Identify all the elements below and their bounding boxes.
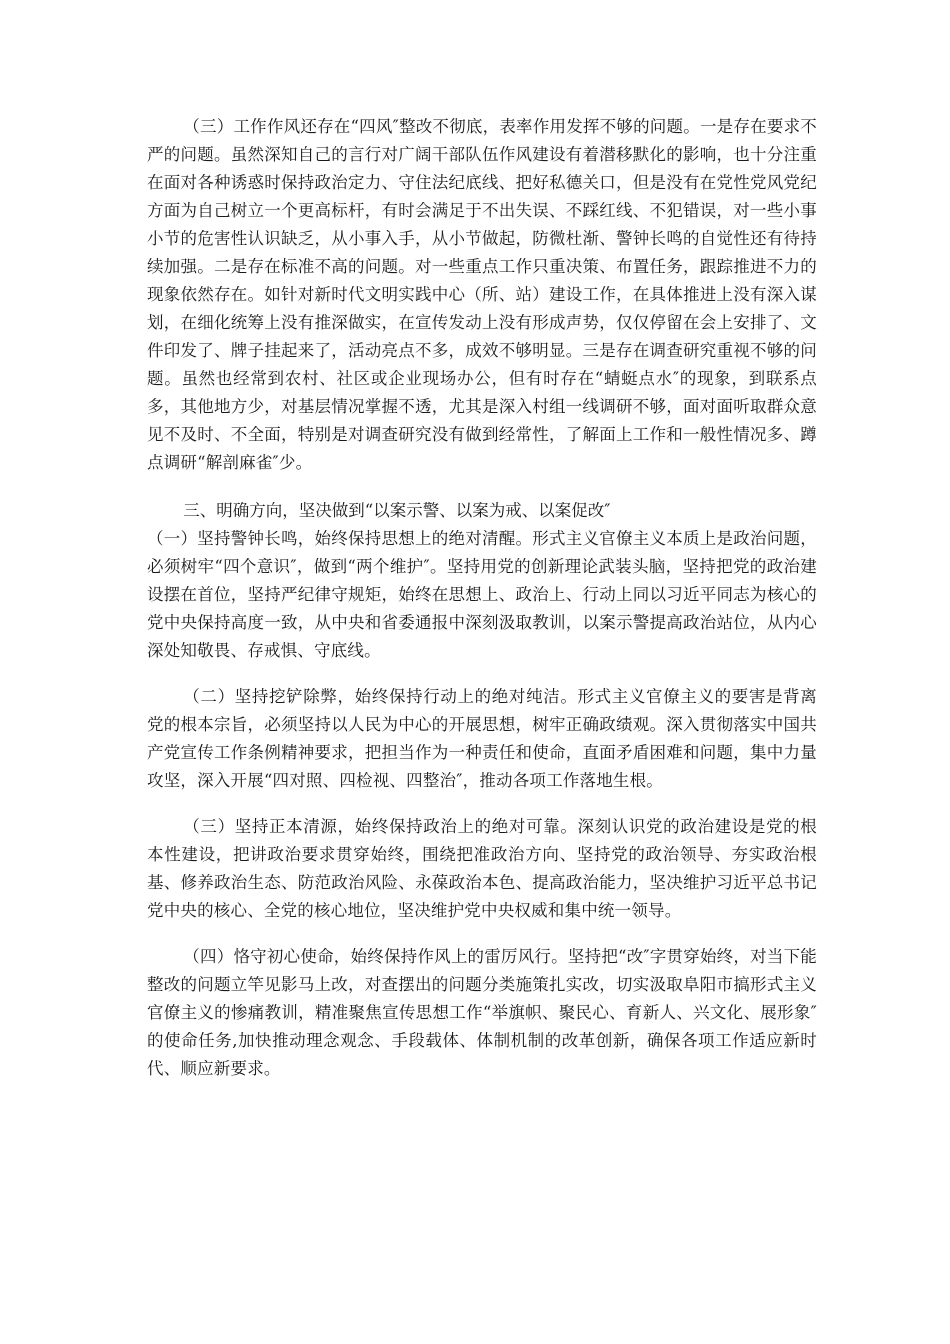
paragraph-work-style-problems: （三）工作作风还存在“四风″整改不彻底，表率作用发挥不够的问题。一是存在要求不严的问题。虽然深知自己的言行对广阔干部队伍作风建设有着潜移默化的影响，也十分注重在面对各种诱惑时保持政治定力、守住法纪底线、把好私德关口，但是没有在党性党风党纪方面为自己树立一个更高标杆，有时会满足于不出失误、不踩红线、不犯错误，对一些小事小节的危害性认识缺乏，从小事入手，从小节做起，防微杜渐、警钟长鸣的自觉性还有待持续加强。二是存在标准不高的问题。对一些重点工作只重决策、布置任务，跟踪推进不力的现象依然存在。如针对新时代文明实践中心（所、站）建设工作，在具体推进上没有深入谋划，在细化统筹上没有推深做实，在宣传发动上没有形成声势，仅仅停留在会上安排了、文件印发了、牌子挂起来了，活动亮点不多，成效不够明显。三是存在调查研究重视不够的问题。虽然也经常到农村、社区或企业现场办公，但有时存在“蜻蜓点水″的现象，到联系点多，其他地方少，对基层情况掌握不透，尤其是深入村组一线调研不够，面对面听取群众意见不及时、不全面，特别是对调查研究没有做到经常性，了解面上工作和一般性情况多、蹲点调研“解剖麻雀″少。 (147, 117, 817, 472)
paragraph-item-4: （四）恪守初心使命，始终保持作风上的雷厉风行。坚持把“改″字贯穿始终，对当下能整改的问题立竿见影马上改，对查摆出的问题分类施策扎实改，切实汲取阜阳市搞形式主义官僚主义的惨痛教训，精准聚焦宣传思想工作“举旗帜、聚民心、育新人、兴文化、展形象″的使命任务,加快推动理念观念、手段载体、体制机制的改革创新，确保各项工作适应新时代、顺应新要求。 (147, 947, 817, 1078)
document-page (147, 113, 817, 1083)
section-3-heading: 三、明确方向，坚决做到“以案示警、以案为戒、以案促改″ (183, 501, 611, 520)
paragraph-item-2: （二）坚持挖铲除弊，始终保持行动上的绝对纯洁。形式主义官僚主义的要害是背离党的根本宗旨，必须坚持以人民为中心的开展思想，树牢正确政绩观。深入贯彻落实中国共产党宣传工作条例精神要求，把担当作为一种责任和使命，直面矛盾困难和问题，集中力量攻坚，深入开展“四对照、四检视、四整治″，推动各项工作落地生根。 (147, 687, 817, 790)
paragraph-item-3: （三）坚持正本清源，始终保持政治上的绝对可靠。深刻认识党的政治建设是党的根本性建设，把讲政治要求贯穿始终，围绕把准政治方向、坚持党的政治领导、夯实政治根基、修养政治生态、防范政治风险、永葆政治本色、提高政治能力，坚决维护习近平总书记党中央的核心、全党的核心地位，坚决维护党中央权威和集中统一领导。 (147, 817, 817, 920)
paragraph-item-1: （一）坚持警钟长鸣，始终保持思想上的绝对清醒。形式主义官僚主义本质上是政治问题，必须树牢“四个意识″，做到“两个维护″。坚持用党的创新理论武装头脑，坚持把党的政治建设摆在首位，坚持严纪律守规矩，始终在思想上、政治上、行动上同以习近平同志为核心的党中央保持高度一致，从中央和省委通报中深刻汲取教训，以案示警提高政治站位，从内心深处知敬畏、存戒惧、守底线。 (147, 529, 817, 660)
